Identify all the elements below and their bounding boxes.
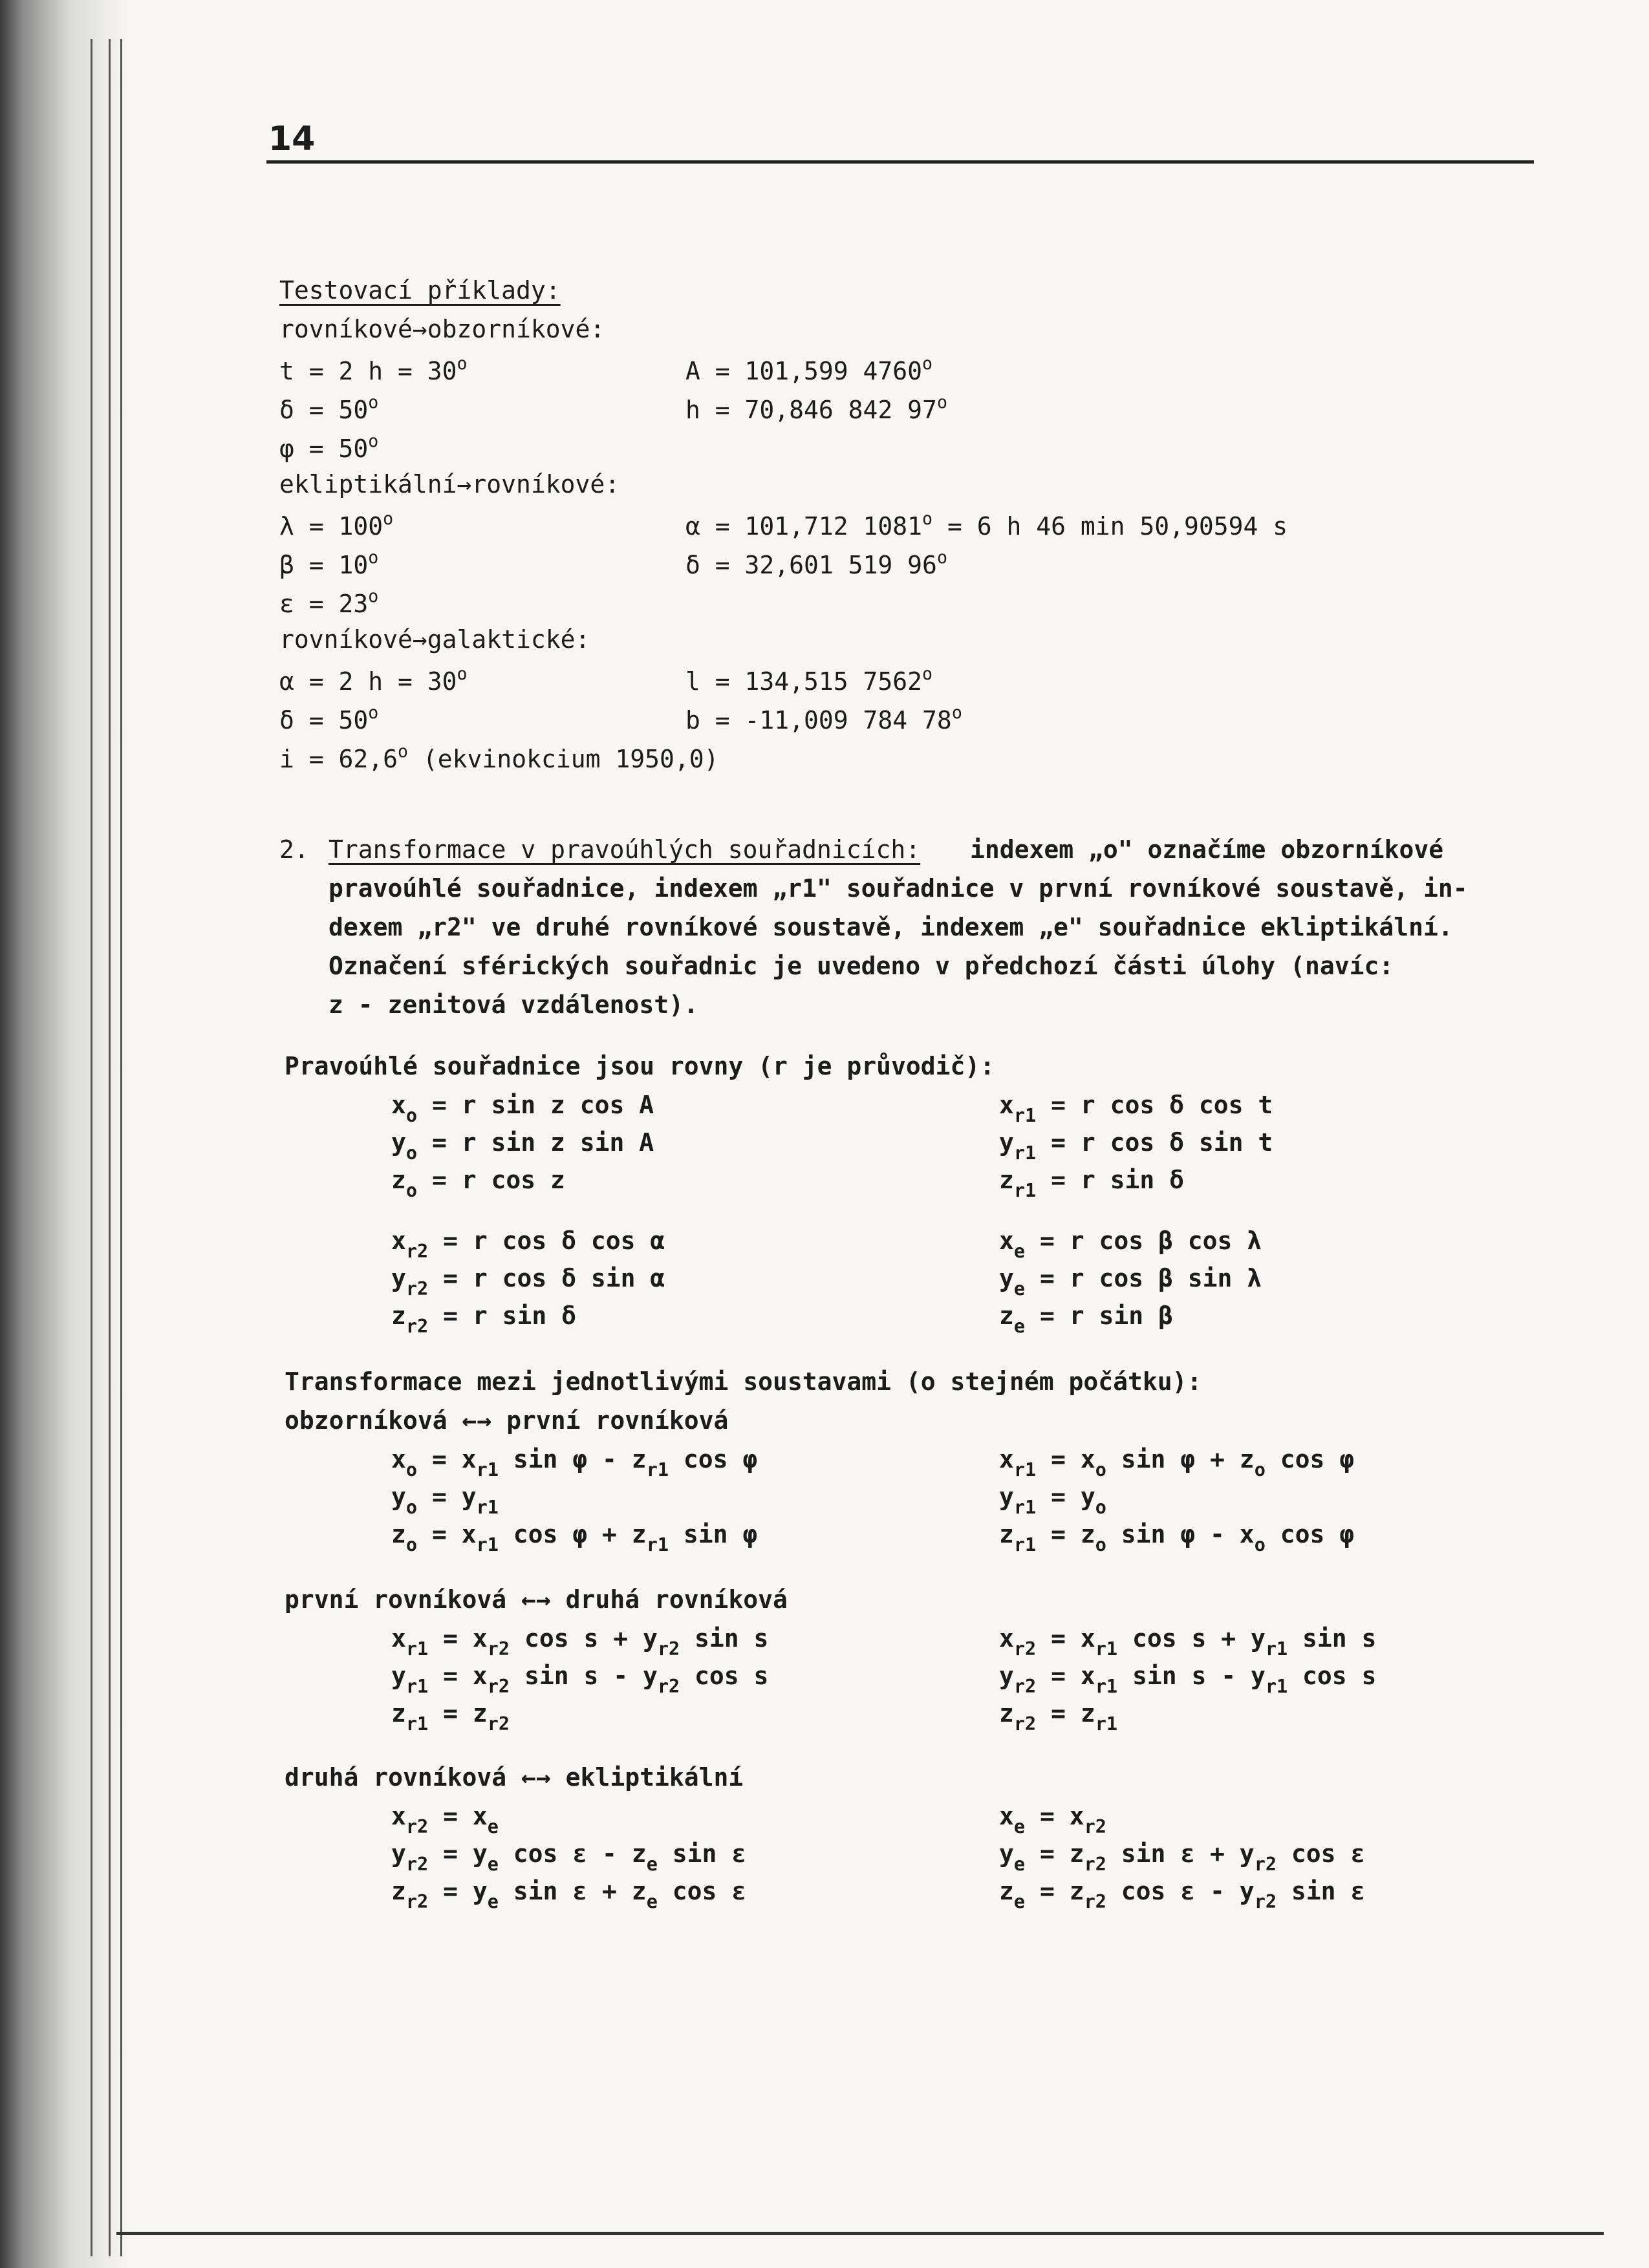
formula: $z_{r2} = y_e$ $\sin \varepsilon + z_e$ cos ε [391, 1877, 747, 1912]
test-heading: Testovací příklady: [279, 276, 561, 305]
formula: $x_o = x_{r1}$ sin φ - $z_{r1}$ cos φ [391, 1445, 758, 1481]
given-value: $\varepsilon = 23^o$ [279, 586, 379, 618]
trans-intro: Transformace mezi jednotlivými soustavami (o stejném počátku): [285, 1367, 1202, 1396]
formula: $y_{r2} = y_e$ cos ε - $z_e$ sin ε [391, 1839, 747, 1875]
given-value: $\delta = 50^o$ [279, 392, 379, 424]
formula: $z_{r1} = z_o$ sin φ - $x_o$ cos φ [999, 1520, 1355, 1556]
group-title: rovníkové→obzorníkové: [279, 315, 605, 343]
group-title: rovníkové→galaktické: [279, 625, 590, 654]
section-text: Označení sférických souřadnic je uvedeno v předchozí části úlohy (navíc: [329, 952, 1394, 980]
formula: $y_e = z_{r2}$ $\sin \varepsilon + y_{r2}$ cos ε [999, 1839, 1366, 1875]
given-value: $\lambda = 100^o$ [279, 509, 394, 540]
group-title: ekliptikální→rovníkové: [279, 470, 620, 498]
formula: $y_{r1} = y_o$ [999, 1482, 1106, 1518]
formula: $x_e = x_{r2}$ [999, 1802, 1106, 1837]
section-text: z - zenitová vzdálenost). [329, 990, 698, 1019]
group-title: druhá rovníková ←→ ekliptikální [285, 1763, 744, 1792]
formula: $x_e = r$ cos β cos λ [999, 1226, 1262, 1262]
formula: $x_{r1} = x_{r2}$ $\cos s + y_{r2}$ sin s [391, 1624, 769, 1660]
page-number: 14 [268, 120, 316, 158]
given-value: $i = 62,6^o$ (ekvinokcium 1950,0) [279, 742, 719, 773]
formula: $y_{r2} = r$ cos δ sin α [391, 1264, 665, 1300]
formula: $z_{r1} = r$ sin δ [999, 1166, 1184, 1201]
formula: $x_{r1} = r$ cos δ cos t [999, 1091, 1273, 1126]
formula: $y_e = r$ cos β sin λ [999, 1264, 1262, 1300]
binding-line [91, 39, 92, 2256]
given-value: $\beta = 10^o$ [279, 548, 379, 579]
result-value: A = 101,599 4760$^o$ [685, 354, 933, 385]
formula: $y_o = y_{r1}$ [391, 1482, 499, 1518]
given-value: $\varphi = 50^o$ [279, 431, 379, 463]
section-title: Transformace v pravoúhlých souřadnicích: [329, 835, 921, 864]
formula: $z_{r2} = r$ sin δ [391, 1301, 576, 1337]
rect-intro: Pravoúhlé souřadnice jsou rovny (r je průvodič): [285, 1052, 995, 1080]
formula: $x_{r2} = x_{r1}$ $\cos s + y_{r1}$ sin s [999, 1624, 1377, 1660]
section-text: pravoúhlé souřadnice, indexem „r1" souřadnice v první rovníkové soustavě, in- [329, 874, 1468, 903]
formula: $x_{r2} = x_e$ [391, 1802, 499, 1837]
group-title: první rovníková ←→ druhá rovníková [285, 1585, 788, 1614]
footer-rule [116, 2232, 1604, 2235]
header-rule [266, 160, 1534, 164]
group-title: obzorníková ←→ první rovníková [285, 1406, 729, 1435]
result-value: α = 101,712 $1081^o = 6$ h 46 min 50,90594 s [685, 509, 1288, 540]
binding-line [109, 39, 111, 2256]
given-value: t = 2 $h = 30^o$ [279, 354, 468, 385]
formula: $x_o = r$ sin z cos A [391, 1091, 654, 1126]
formula: $z_{r2} = z_{r1}$ [999, 1699, 1118, 1735]
formula: $z_{r1} = z_{r2}$ [391, 1699, 510, 1735]
formula: $z_o = x_{r1}$ $\cos \varphi + z_{r1}$ sin φ [391, 1520, 758, 1556]
formula: $x_{r1} = x_o$ $\sin \varphi + z_o$ cos φ [999, 1445, 1355, 1481]
section-text: dexem „r2" ve druhé rovníkové soustavě, indexem „e" souřadnice ekliptikální. [329, 913, 1453, 941]
formula: $y_{r2} = x_{r1}$ sin s - $y_{r1}$ cos s [999, 1662, 1377, 1697]
binding-line [120, 39, 122, 2256]
result-value: b = -11,009 784 78$^o$ [685, 703, 962, 734]
given-value: α = 2 $h = 30^o$ [279, 664, 468, 696]
formula: $y_{r1} = r$ cos δ sin t [999, 1128, 1273, 1164]
given-value: $\delta = 50^o$ [279, 703, 379, 734]
result-value: δ = 32,601 519 96$^o$ [685, 548, 947, 579]
section-text: indexem „o" označíme obzorníkové [970, 835, 1444, 864]
formula: $y_o = r$ sin z sin A [391, 1128, 654, 1164]
formula: $y_{r1} = x_{r2}$ sin s - $y_{r2}$ cos s [391, 1662, 769, 1697]
formula: $z_e = z_{r2}$ cos ε - $y_{r2}$ sin ε [999, 1877, 1366, 1912]
formula: $z_o = r$ cos z [391, 1166, 565, 1201]
formula: $x_{r2} = r$ cos δ cos α [391, 1226, 665, 1262]
section-number: 2. [279, 835, 309, 864]
result-value: h = 70,846 842 97$^o$ [685, 392, 947, 424]
result-value: l = 134,515 7562$^o$ [685, 664, 933, 696]
formula: $z_e = r$ sin β [999, 1301, 1173, 1337]
